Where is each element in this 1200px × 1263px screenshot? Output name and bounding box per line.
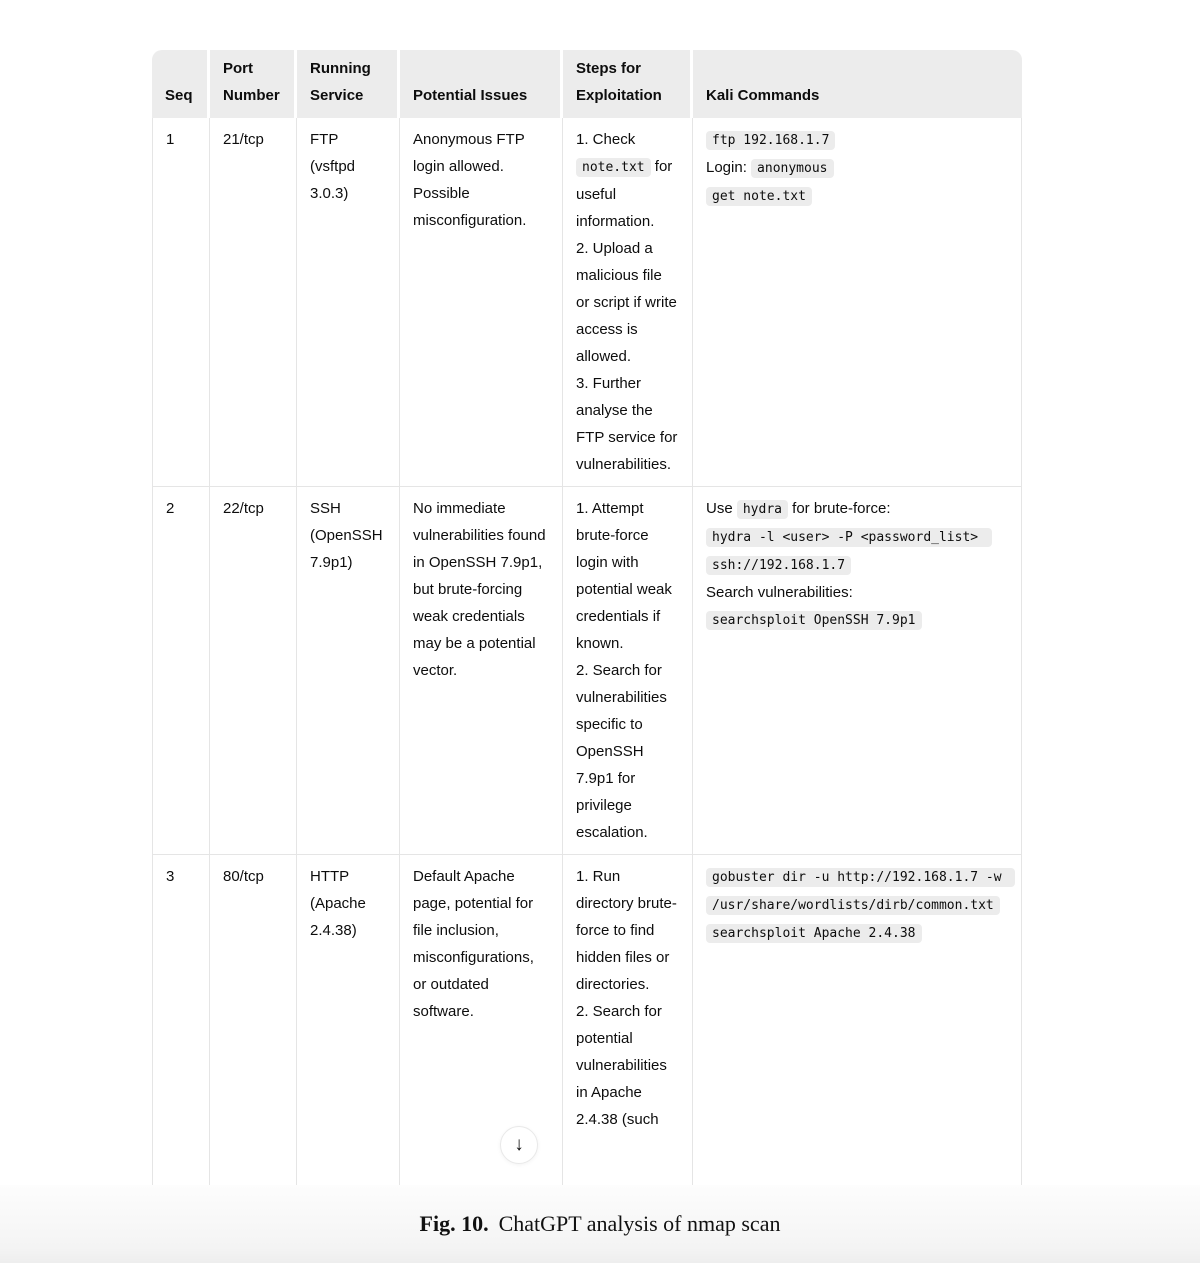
cell-text: 1. Attempt brute-force login with potential weak credentials if known.	[576, 500, 672, 652]
cell-text: 3	[166, 868, 175, 885]
cell-text: Login:	[706, 159, 752, 176]
cell-text: 2. Search for vulnerabilities specific to OpenSSH 7.9p1 for privilege escalation.	[576, 662, 667, 841]
table-row	[152, 487, 1022, 855]
column-header-potential-issues: Potential Issues	[400, 50, 563, 118]
cell-line	[706, 182, 1008, 210]
analysis-table	[152, 50, 1022, 1185]
cell-issues	[400, 855, 563, 1185]
inline-code: gobuster dir -u http://192.168.1.7 -w /usr/share/wordlists/dirb/common.txt	[706, 868, 1015, 915]
cell-text: 3. Further analyse the FTP service for vulnerabilities.	[576, 375, 678, 473]
cell-text: for useful information.	[576, 158, 673, 230]
cell-text: Search vulnerabilities:	[706, 584, 853, 601]
cell-seq	[152, 118, 210, 487]
cell-service	[297, 487, 400, 855]
arrow-down-icon: ↓	[514, 1134, 524, 1155]
cell-text: 2. Upload a malicious file or script if write access is allowed.	[576, 240, 677, 365]
cell-line	[576, 495, 679, 657]
cell-kali	[693, 855, 1022, 1185]
cell-text: No immediate vulnerabilities found in OpenSSH 7.9p1, but brute-forcing weak credentials may be a potential vector.	[413, 500, 546, 679]
cell-text: 1	[166, 131, 175, 148]
cell-text: 21/tcp	[223, 131, 264, 148]
cell-text: SSH (OpenSSH 7.9p1)	[310, 500, 383, 571]
header-row	[152, 50, 1022, 118]
column-header-kali-commands: Kali Commands	[693, 50, 1022, 118]
cell-line	[576, 370, 679, 478]
cell-text: Anonymous FTP login allowed. Possible misconfiguration.	[413, 131, 527, 229]
cell-steps	[563, 118, 693, 487]
cell-line	[706, 863, 1008, 919]
cell-text: 1. Run directory brute-force to find hidden files or directories.	[576, 868, 677, 993]
cell-text: 22/tcp	[223, 500, 264, 517]
cell-port	[210, 855, 297, 1185]
cell-service	[297, 118, 400, 487]
column-header-steps-for-exploitation: Steps for Exploitation	[563, 50, 693, 118]
cell-service	[297, 855, 400, 1185]
cell-text: 1. Check	[576, 131, 636, 148]
inline-code: hydra -l <user> -P <password_list> ssh://192.168.1.7	[706, 528, 992, 575]
cell-line	[576, 863, 679, 998]
inline-code: note.txt	[576, 158, 651, 177]
scroll-to-bottom-button[interactable]	[500, 1126, 538, 1164]
cell-text: FTP (vsftpd 3.0.3)	[310, 131, 356, 202]
cell-line	[706, 579, 1008, 606]
cell-text: 2	[166, 500, 175, 517]
cell-text: Default Apache page, potential for file inclusion, misconfigurations, or outdated software.	[413, 868, 534, 1020]
cell-line	[576, 998, 679, 1133]
cell-line	[706, 154, 1008, 182]
cell-text: HTTP (Apache 2.4.38)	[310, 868, 366, 939]
table-body	[152, 118, 1022, 1185]
inline-code: get note.txt	[706, 187, 812, 206]
table-row	[152, 855, 1022, 1185]
inline-code: hydra	[737, 500, 788, 519]
figure-caption	[0, 1185, 1200, 1263]
cell-port	[210, 487, 297, 855]
cell-seq	[152, 487, 210, 855]
inline-code: ftp 192.168.1.7	[706, 131, 835, 150]
cell-text: Use	[706, 500, 737, 517]
cell-text: 80/tcp	[223, 868, 264, 885]
column-header-running-service: Running Service	[297, 50, 400, 118]
cell-line	[576, 235, 679, 370]
cell-text: 2. Search for potential vulnerabilities in Apache 2.4.38 (such	[576, 1003, 667, 1128]
cell-line	[706, 919, 1008, 947]
cell-line	[576, 657, 679, 846]
inline-code: searchsploit Apache 2.4.38	[706, 924, 922, 943]
cell-line	[706, 495, 1008, 523]
cell-line	[576, 126, 679, 235]
cell-kali	[693, 487, 1022, 855]
inline-code: anonymous	[751, 159, 833, 178]
cell-line	[706, 126, 1008, 154]
cell-text: for brute-force:	[787, 500, 891, 517]
cell-port	[210, 118, 297, 487]
cell-steps	[563, 855, 693, 1185]
column-header-seq: Seq	[152, 50, 210, 118]
column-header-port-number: Port Number	[210, 50, 297, 118]
figure-caption-text: ChatGPT analysis of nmap scan	[498, 1211, 781, 1236]
inline-code: searchsploit OpenSSH 7.9p1	[706, 611, 922, 630]
cell-kali	[693, 118, 1022, 487]
cell-issues	[400, 118, 563, 487]
table-row	[152, 118, 1022, 487]
cell-issues	[400, 487, 563, 855]
cell-line	[706, 606, 1008, 634]
figure-caption-label: Fig. 10.	[419, 1211, 489, 1236]
cell-steps	[563, 487, 693, 855]
cell-seq	[152, 855, 210, 1185]
cell-line	[706, 523, 1008, 579]
